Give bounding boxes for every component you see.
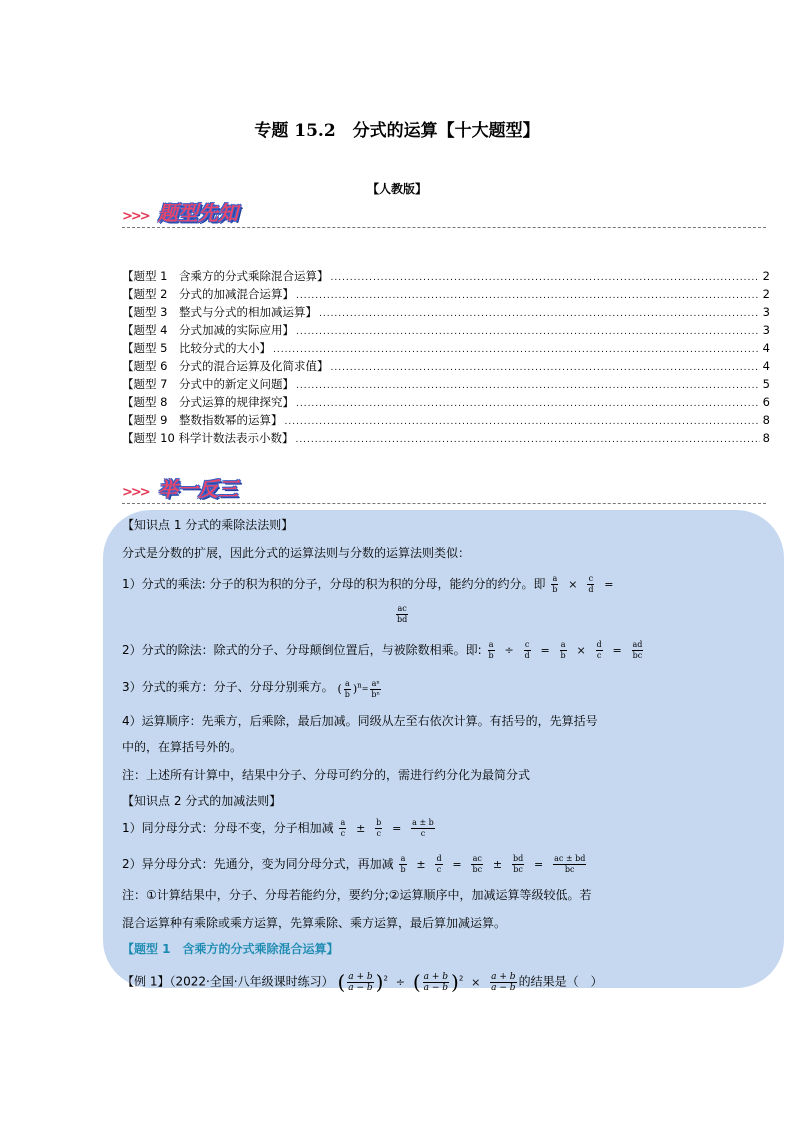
- fraction: $\frac{d}{c}$: [596, 640, 602, 660]
- right-paren: ): [451, 970, 459, 994]
- fraction: $\frac{a}{b}$: [552, 574, 558, 594]
- type1-heading: 【题型 1 含乘方的分式乘除混合运算】: [122, 942, 339, 956]
- divide-symbol: ÷: [504, 644, 514, 657]
- k1-rule-order-2: 中的，在算括号外的。: [122, 740, 243, 754]
- fraction: $\frac{a + b}{a - b}$: [348, 971, 373, 993]
- fraction: $\frac{a + b}{a - b}$: [423, 971, 449, 993]
- plus-minus-symbol: ±: [416, 858, 426, 871]
- toc-page: 3: [762, 323, 770, 337]
- k1-note: 注：上述所有计算中，结果中分子、分母可约分的，需进行约分化为最简分式: [122, 768, 531, 782]
- fraction: $\frac{a + b}{a - b}$: [491, 971, 516, 993]
- banner-divider: [122, 503, 766, 504]
- fraction: $\frac{bd}{bc}$: [512, 854, 524, 874]
- rule-text: 1）同分母分式：分母不变，分子相加减: [122, 821, 334, 835]
- toc-entry[interactable]: [122, 304, 770, 322]
- toc-page: 2: [762, 287, 770, 301]
- left-paren: (: [412, 970, 421, 994]
- equals-symbol: =: [540, 644, 550, 657]
- fraction: $\frac{a \pm b}{c}$: [412, 818, 434, 838]
- toc-label: 【题型 5 比较分式的大小】: [122, 341, 271, 355]
- rule-text: 3）分式的乘方：分子、分母分别乘方。: [122, 680, 334, 694]
- k2-note-2: 混合运算种有乘除或乘方运算，先算乘除、乘方运算，最后算加减运算。: [122, 916, 507, 930]
- toc-entry[interactable]: [122, 268, 770, 286]
- toc-leader: [296, 291, 760, 301]
- fraction: $\frac{c}{d}$: [524, 640, 530, 660]
- toc-entry[interactable]: [122, 358, 770, 376]
- toc-leader: [330, 363, 760, 373]
- equals-symbol: =: [392, 822, 402, 835]
- plus-minus-symbol: ±: [492, 858, 503, 871]
- k2-rule-same: [122, 818, 437, 839]
- toc-page: 4: [762, 341, 770, 355]
- exponent: 2: [383, 974, 388, 983]
- k1-rule-order-1: 4）运算顺序：先乘方，后乘除，最后加减。同级从左至右依次计算。有括号的，先算括号: [122, 714, 598, 728]
- k1-rule-power: [122, 678, 383, 700]
- toc-label: 【题型 7 分式中的新定义问题】: [122, 377, 294, 391]
- fraction: $\frac{ac}{bc}$: [472, 854, 483, 874]
- edition-label: 【人教版】: [366, 182, 427, 196]
- fraction: $\frac{ac}{bd}$: [397, 604, 408, 624]
- toc-label: 【题型 3 整式与分式的相加减运算】: [122, 305, 317, 319]
- toc-leader: [296, 327, 760, 337]
- rule-text: 1）分式的乘法: 分子的积为积的分子，分母的积为积的分母，能约分的约分。即: [122, 577, 546, 591]
- toc-entry[interactable]: [122, 394, 770, 412]
- banner-title: 举一反三: [158, 477, 238, 501]
- fraction: $\frac{a}{b}$: [400, 854, 406, 874]
- toc-entry[interactable]: [122, 286, 770, 304]
- fraction: $\frac{ad}{bc}$: [632, 640, 643, 660]
- toc-leader: [295, 435, 760, 445]
- toc-leader: [330, 273, 760, 283]
- fraction: $\frac{b}{c}$: [376, 818, 382, 838]
- left-paren: (: [337, 970, 346, 994]
- equals-symbol: =: [612, 644, 622, 657]
- plus-minus-symbol: ±: [356, 822, 366, 835]
- example-tail: 的结果是（ ）: [518, 974, 603, 989]
- banner-arrows-icon: >>>: [122, 485, 149, 500]
- section-banner-examples: [122, 478, 766, 504]
- toc-label: 【题型 2 分式的加减混合运算】: [122, 287, 294, 301]
- rule-text: 2）异分母分式：先通分，变为同分母分式，再加减: [122, 857, 394, 871]
- banner-title: 题型先知: [158, 201, 238, 225]
- toc-entry[interactable]: [122, 412, 770, 430]
- equals-symbol: =: [604, 578, 614, 591]
- k1-intro: 分式是分数的扩展，因此分式的运算法则与分数的运算法则类似：: [122, 546, 471, 560]
- fraction: $\frac{a}{c}$: [340, 818, 346, 838]
- toc-page: 5: [762, 377, 770, 391]
- toc-label: 【题型 8 分式运算的规律探究】: [122, 395, 294, 409]
- fraction: $\frac{a}{b}$: [560, 640, 566, 660]
- banner-divider: [122, 227, 766, 228]
- fraction: $\frac{a}{b}$: [488, 640, 494, 660]
- equals-symbol: =: [452, 858, 462, 871]
- example-label: 【例 1】（2022·全国·八年级课时练习）: [122, 974, 334, 989]
- table-of-contents: [122, 268, 770, 448]
- toc-entry[interactable]: [122, 430, 770, 448]
- divide-symbol: ÷: [395, 975, 405, 989]
- toc-leader: [273, 345, 760, 355]
- power-formula: ( $\frac{a}{b}$ )$^n$= $\frac{\text{aⁿ}}{\text{bⁿ}}$: [337, 678, 380, 699]
- k1-rule-multiply: [122, 574, 618, 595]
- rule-text: 2）分式的除法：除式的分子、分母颠倒位置后，与被除数相乘。即:: [122, 643, 482, 657]
- k1-rule-multiply-result: [394, 604, 410, 625]
- toc-leader: [319, 309, 760, 319]
- toc-label: 【题型 6 分式的混合运算及化简求值】: [122, 359, 329, 373]
- toc-label: 【题型 1 含乘方的分式乘除混合运算】: [122, 269, 329, 283]
- page-title: 专题 15.2 分式的运算【十大题型】: [254, 121, 540, 141]
- banner-arrows-icon: >>>: [122, 209, 149, 224]
- toc-label: 【题型 4 分式加减的实际应用】: [122, 323, 294, 337]
- k1-rule-divide: [122, 640, 645, 661]
- toc-leader: [296, 399, 760, 409]
- right-paren: ): [375, 970, 384, 994]
- toc-page: 8: [762, 413, 770, 427]
- k2-rule-diff: [122, 854, 588, 875]
- toc-label: 【题型 10 科学计数法表示小数】: [122, 431, 294, 445]
- k1-heading: 【知识点 1 分式的乘除法法则】: [122, 518, 294, 532]
- toc-page: 4: [762, 359, 770, 373]
- toc-page: 8: [762, 431, 770, 445]
- toc-page: 6: [762, 395, 770, 409]
- section-banner-preview: [122, 202, 766, 228]
- times-symbol: ×: [471, 975, 481, 989]
- toc-page: 2: [762, 269, 770, 283]
- k2-note-1: 注：①计算结果中，分子、分母若能约分，要约分;②运算顺序中，加减运算等级较低。若: [122, 888, 592, 902]
- toc-leader: [284, 417, 760, 427]
- equals-symbol: =: [534, 858, 544, 871]
- k2-heading: 【知识点 2 分式的加减法则】: [122, 794, 282, 808]
- fraction: $\frac{d}{c}$: [436, 854, 442, 874]
- toc-page: 3: [762, 305, 770, 319]
- times-symbol: ×: [568, 578, 578, 591]
- times-symbol: ×: [576, 644, 586, 657]
- toc-label: 【题型 9 整数指数幂的运算】: [122, 413, 283, 427]
- example-1: [122, 970, 603, 994]
- exponent: 2: [458, 974, 464, 983]
- toc-leader: [296, 381, 760, 391]
- toc-entry[interactable]: [122, 322, 770, 340]
- toc-entry[interactable]: [122, 340, 770, 358]
- toc-entry[interactable]: [122, 376, 770, 394]
- fraction: $\frac{ac \pm bd}{bc}$: [554, 854, 586, 874]
- fraction: $\frac{c}{d}$: [588, 574, 594, 594]
